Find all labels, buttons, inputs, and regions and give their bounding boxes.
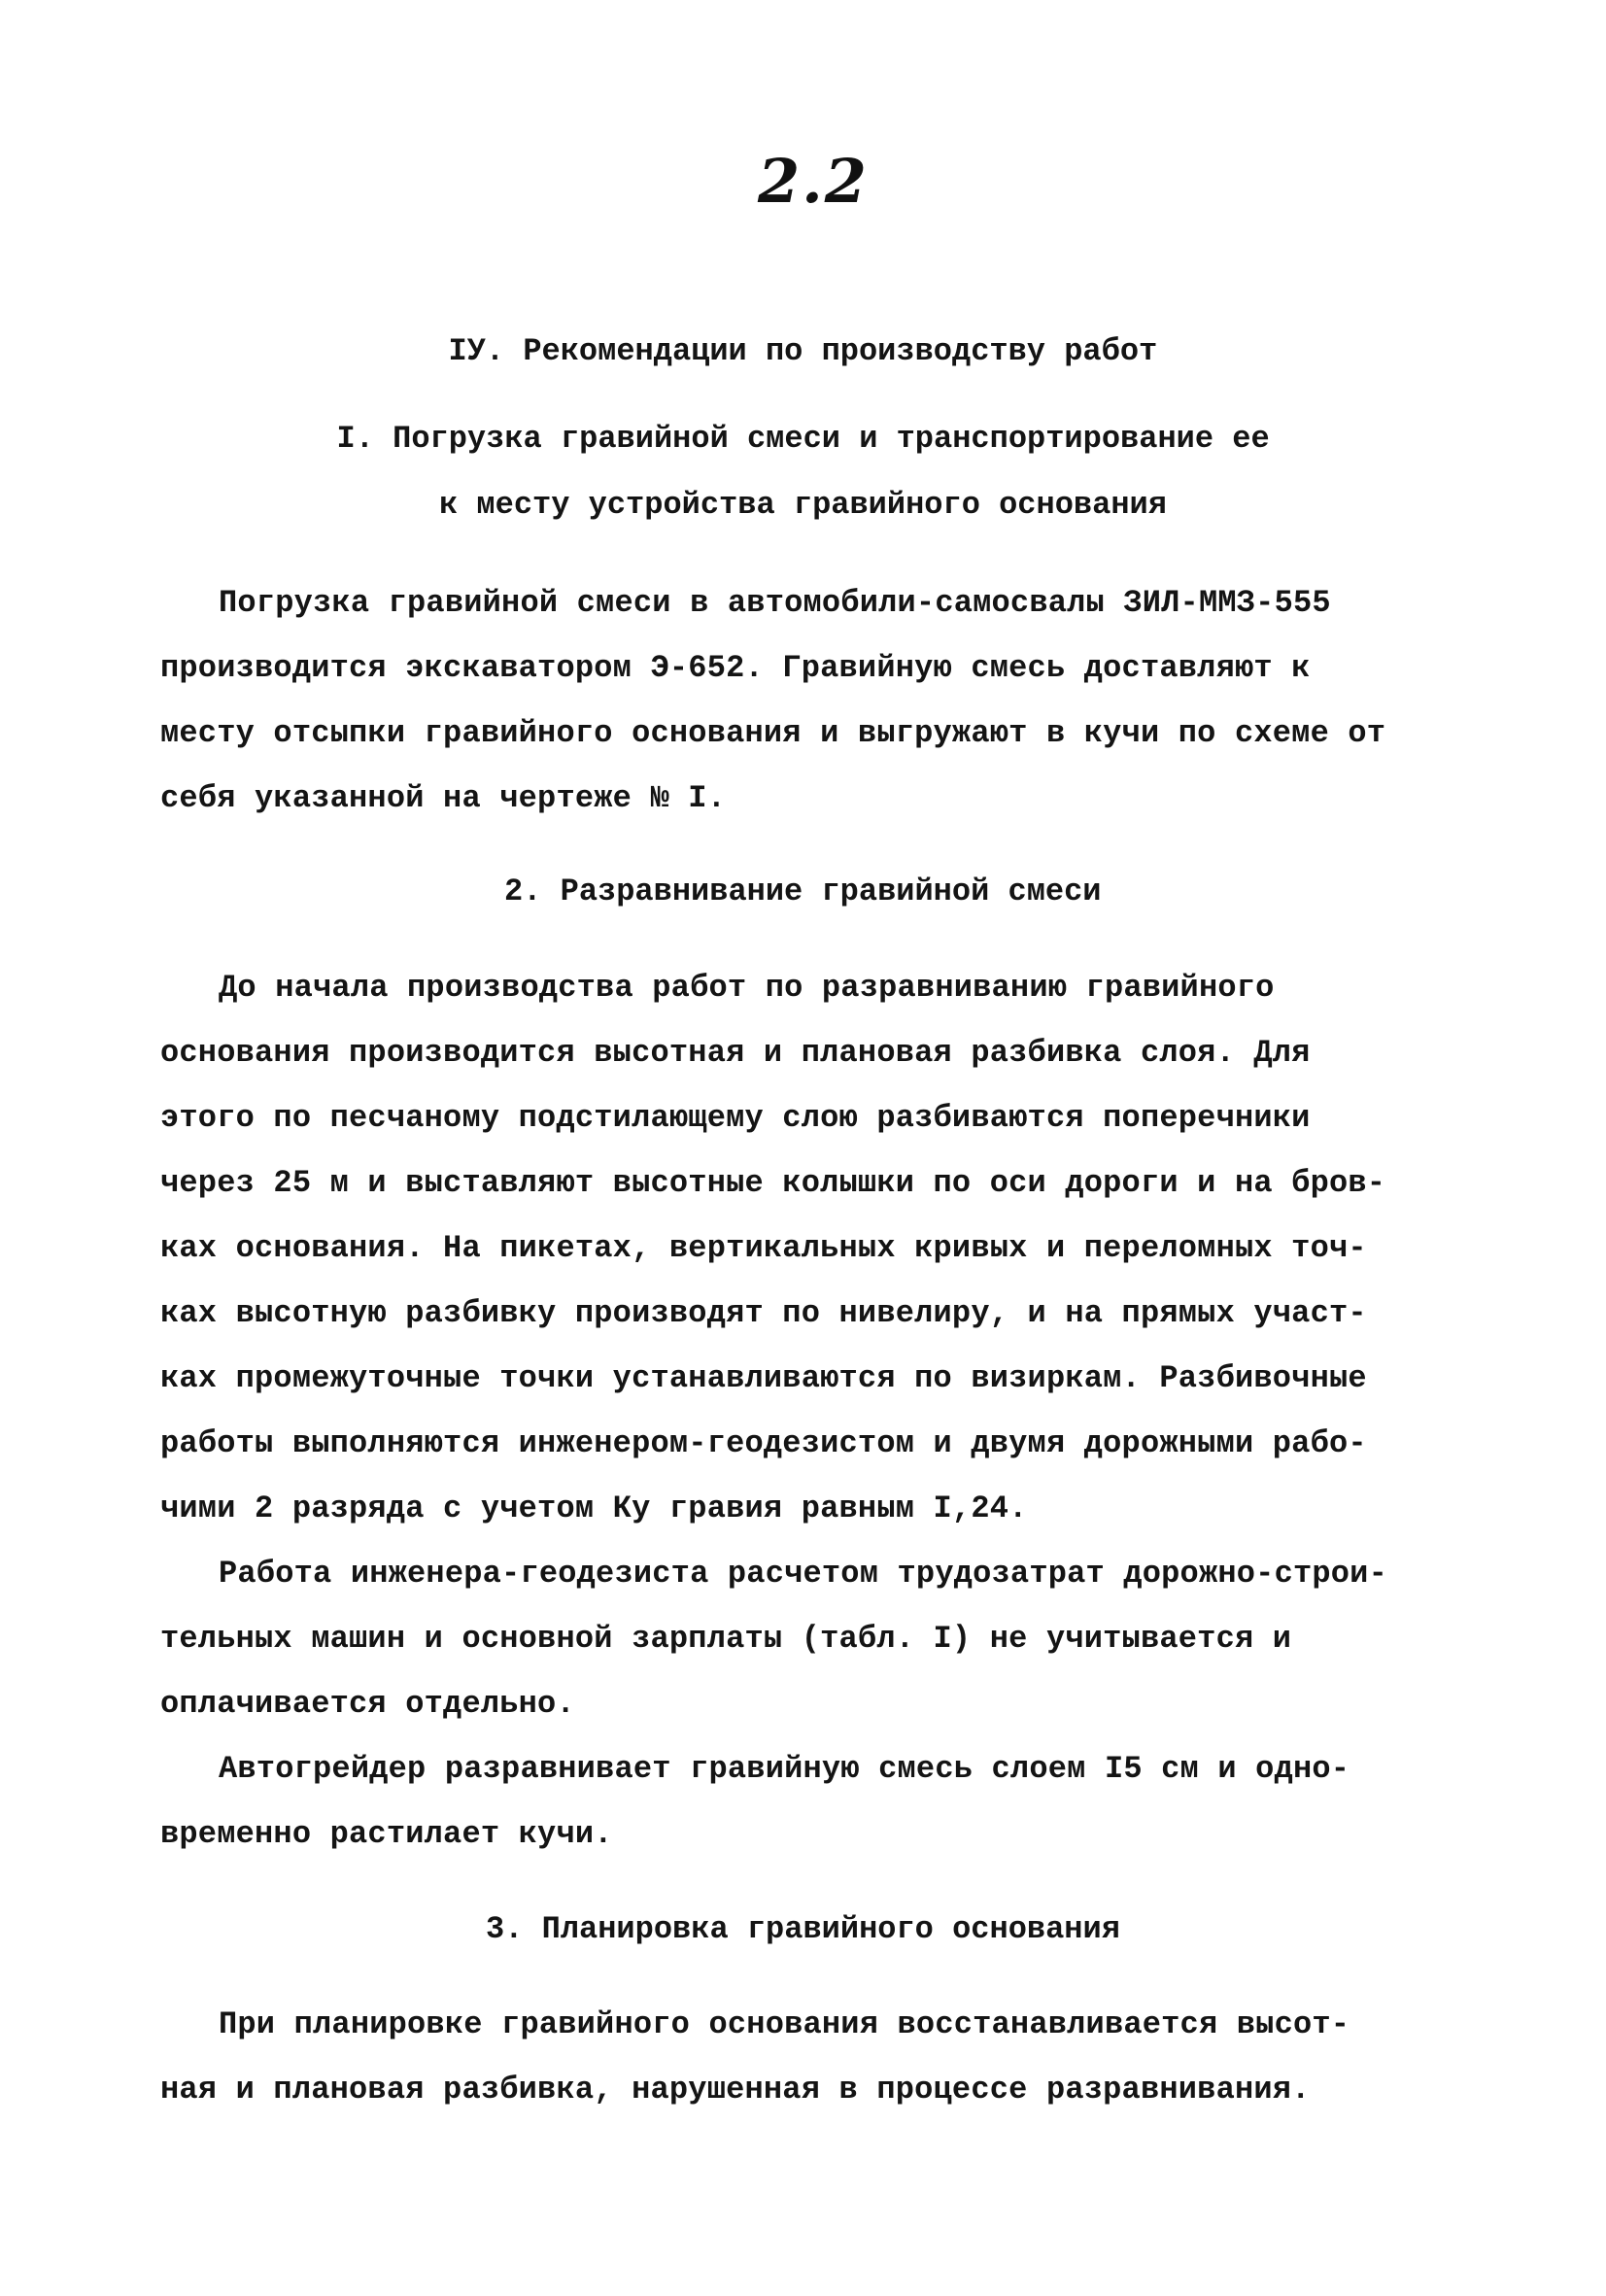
paragraph-line: месту отсыпки гравийного основания и выгружают в кучи по схеме от: [160, 715, 1386, 751]
section-title: IУ. Рекомендации по производству работ: [448, 333, 1158, 369]
paragraph-line: Работа инженера-геодезиста расчетом трудозатрат дорожно-строи-: [219, 1556, 1387, 1592]
paragraph-line: ках высотную разбивку производят по нивелиру, и на прямых участ-: [160, 1295, 1367, 1331]
paragraph-line: этого по песчаному подстилающему слою разбиваются поперечники: [160, 1100, 1311, 1136]
paragraph-line: ная и плановая разбивка, нарушенная в процессе разравнивания.: [160, 2072, 1311, 2108]
paragraph-line: чими 2 разряда с учетом Ку гравия равным I,24.: [160, 1491, 1028, 1526]
paragraph-line: производится экскаватором Э-652. Гравийную смесь доставляют к: [160, 650, 1311, 686]
paragraph-line: ках основания. На пикетах, вертикальных кривых и переломных точ-: [160, 1230, 1367, 1266]
paragraph-line: через 25 м и выставляют высотные колышки по оси дороги и на бров-: [160, 1165, 1386, 1201]
paragraph-line: работы выполняются инженером-геодезистом и двумя дорожными рабо-: [160, 1425, 1367, 1461]
paragraph-line: Автогрейдер разравнивает гравийную смесь слоем I5 см и одно-: [219, 1751, 1350, 1787]
paragraph-line: основания производится высотная и плановая разбивка слоя. Для: [160, 1035, 1311, 1071]
paragraph-line: До начала производства работ по разравниванию гравийного: [219, 970, 1275, 1006]
subsection-1-title-line-2: к месту устройства гравийного основания: [439, 487, 1167, 523]
subsection-1-title-line-1: I. Погрузка гравийной смеси и транспортирование ее: [336, 421, 1270, 457]
paragraph-line: При планировке гравийного основания восстанавливается высот-: [219, 2006, 1350, 2042]
page-number: 2.2: [758, 146, 869, 217]
paragraph-line: тельных машин и основной зарплаты (табл. I) не учитывается и: [160, 1621, 1292, 1657]
paragraph-line: временно растилает кучи.: [160, 1816, 613, 1852]
subsection-3-title: 3. Планировка гравийного основания: [486, 1911, 1120, 1947]
paragraph-line: Погрузка гравийной смеси в автомобили-самосвалы ЗИЛ-ММЗ-555: [219, 585, 1331, 621]
paragraph-line: ках промежуточные точки устанавливаются по визиркам. Разбивочные: [160, 1360, 1367, 1396]
paragraph-line: оплачивается отдельно.: [160, 1686, 575, 1722]
subsection-2-title: 2. Разравнивание гравийной смеси: [504, 874, 1102, 909]
paragraph-line: себя указанной на чертеже № I.: [160, 780, 727, 816]
